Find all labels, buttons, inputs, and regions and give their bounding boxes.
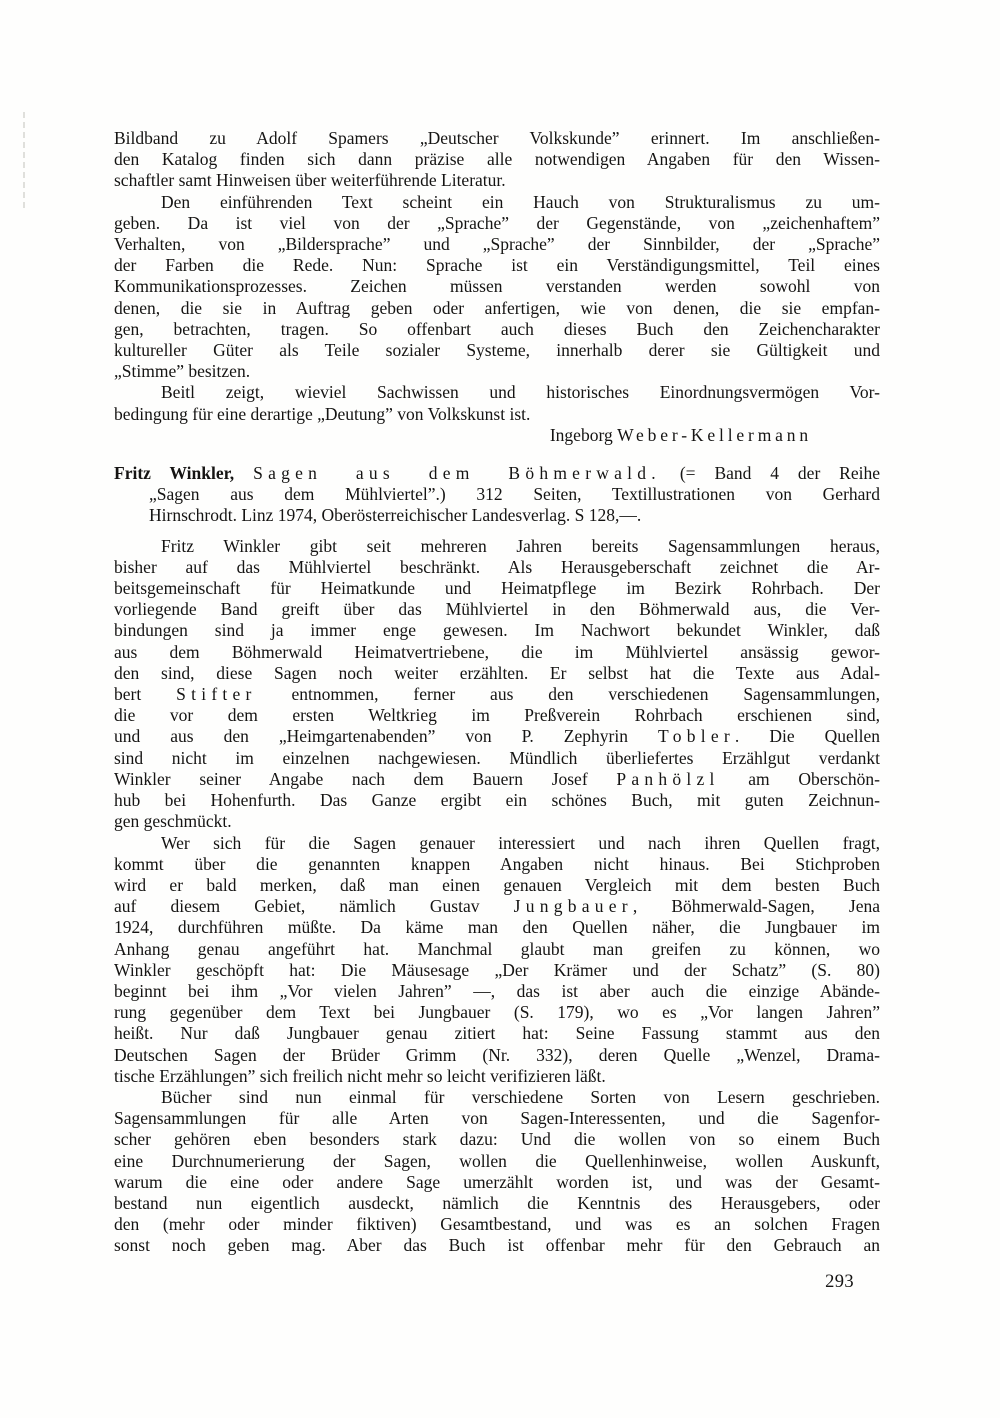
text-line xyxy=(114,1214,880,1235)
text-segment: aus dem Böhmerwald Heimatvertriebene, die im Mühlviertel ansässig gewor- xyxy=(114,641,880,662)
text-segment: sonst noch geben mag. Aber das Buch ist offenbar mehr für den Gebrauch an xyxy=(114,1235,880,1256)
text-line xyxy=(114,1193,880,1214)
letterspaced-name: Stifter xyxy=(176,684,257,705)
text-segment: Fritz Winkler gibt seit mehreren Jahren bereits Sagensammlungen heraus, xyxy=(161,535,880,556)
author-name-bold: Fritz Winkler, xyxy=(114,463,235,484)
text-block xyxy=(114,128,880,1257)
text-segment: Bücher sind nun einmal für verschiedene Sorten von Lesern geschrieben. xyxy=(161,1086,880,1107)
text-segment: bestand nun eigentlich ausdeckt, nämlich die Kenntnis des Herausgebers, oder xyxy=(114,1192,880,1213)
text-line xyxy=(114,1002,880,1023)
text-line xyxy=(114,276,880,297)
text-line xyxy=(114,599,880,620)
text-line xyxy=(114,981,880,1002)
text-segment: (= Band 4 der Reihe xyxy=(660,463,881,484)
text-line xyxy=(114,1172,880,1193)
text-segment: den Katalog finden sich dann präzise alle notwendigen Angaben für den Wissen- xyxy=(114,149,880,170)
text-segment: Sagensammlungen für alle Arten von Sagen-Interessenten, und die Sagenfor- xyxy=(114,1108,880,1129)
text-segment: eine Durchnumerierung der Sagen, wollen die Quellenhinweise, wollen Auskunft, xyxy=(114,1150,880,1171)
text-segment: den sind, diese Sagen noch weiter erzählten. Er selbst hat die Texte aus Adal- xyxy=(114,662,880,683)
text-segment: kommt über die genannten knappen Angaben nicht hinaus. Bei Stichproben xyxy=(114,853,880,874)
text-segment: gen, betrachten, tragen. So offenbart auch dieses Buch den Zeichencharakter xyxy=(114,318,880,339)
text-line xyxy=(114,1066,880,1087)
para-winkler-intro xyxy=(114,536,880,833)
para-buecher-sorten xyxy=(114,1087,880,1257)
text-line xyxy=(114,1045,880,1066)
text-line xyxy=(114,298,880,319)
text-line xyxy=(114,790,880,811)
text-segment: kultureller Güter als Teile sozialer Systeme, innerhalb derer sie Gültigkeit und xyxy=(114,340,880,361)
text-line xyxy=(114,128,880,149)
text-line xyxy=(114,1108,880,1129)
text-line xyxy=(114,748,880,769)
text-line xyxy=(114,960,880,981)
text-segment: bisher auf das Mühlviertel beschränkt. Als Herausgeberschaft zeichnet die Ar- xyxy=(114,556,880,577)
text-segment: denen, die sie in Auftrag geben oder anfertigen, wie von denen, die sie empfan- xyxy=(114,297,880,318)
letterspaced-name: Tobler xyxy=(657,726,735,747)
text-segment: Beitl zeigt, wieviel Sachwissen und historisches Einordnungsvermögen Vor- xyxy=(161,382,880,403)
para-beitl xyxy=(114,382,880,424)
text-segment: auf diesem Gebiet, nämlich Gustav xyxy=(114,896,514,917)
text-line xyxy=(114,213,880,234)
text-segment: Bildband zu Adolf Spamers „Deutscher Volkskunde” erinnert. Im anschließen- xyxy=(114,128,880,148)
text-segment: am Oberschön- xyxy=(719,768,880,789)
text-segment: , Böhmerwald-Sagen, Jena xyxy=(632,896,880,917)
text-segment: Kommunikationsprozesses. Zeichen müssen verstanden werden sowohl von xyxy=(114,276,880,297)
text-segment: sind nicht im einzelnen nachgewiesen. Mündlich überliefertes Erzählgut verdankt xyxy=(114,747,880,768)
text-segment: beginnt bei ihm „Vor vielen Jahren” —, das ist aber auch die einzige Abände- xyxy=(114,980,880,1001)
text-segment: entnommen, ferner aus den verschiedenen Sagensammlungen, xyxy=(256,684,880,705)
text-segment: Deutschen Sagen der Brüder Grimm (Nr. 332), deren Quelle „Wenzel, Drama- xyxy=(114,1044,880,1065)
text-segment xyxy=(234,463,253,483)
text-line xyxy=(114,854,880,875)
text-line xyxy=(149,505,880,526)
text-segment: Anhang genau angeführt hat. Manchmal glaubt man greifen zu können, wo xyxy=(114,938,880,959)
scan-artifact-dashes xyxy=(23,112,25,208)
text-segment: bindungen sind ja immer enge gewesen. Im Nachwort bekundet Winkler, daß xyxy=(114,620,880,641)
text-segment: den (mehr oder minder fiktiven) Gesamtbestand, und was es an solchen Fragen xyxy=(114,1214,880,1235)
text-line xyxy=(114,939,880,960)
text-line xyxy=(114,663,880,684)
text-segment: Verhalten, von „Bildersprache” und „Sprache” der Sinnbilder, der „Sprache” xyxy=(114,234,880,255)
text-line xyxy=(114,149,880,170)
text-segment: vorliegende Band greift über das Mühlviertel in den Böhmerwald aus, die Ver- xyxy=(114,599,880,620)
text-segment: bert xyxy=(114,684,177,705)
text-line xyxy=(114,1129,880,1150)
text-segment: „Stimme” besitzen. xyxy=(114,361,251,382)
text-segment: hub bei Hohenfurth. Das Ganze ergibt ein schönes Buch, mit guten Zeichnun- xyxy=(114,790,880,811)
text-segment: 1924, durchführen müßte. Da käme man den Quellen näher, die Jungbauer im xyxy=(114,917,880,938)
letterspaced-name: Sagen aus dem Böhmerwald. xyxy=(253,463,661,484)
text-line xyxy=(114,425,880,446)
text-line xyxy=(114,255,880,276)
text-line xyxy=(114,404,880,425)
text-line xyxy=(114,192,880,213)
text-line xyxy=(114,557,880,578)
text-line xyxy=(114,536,880,557)
text-segment: gen geschmückt. xyxy=(114,811,232,832)
text-segment: und aus den „Heimgartenabenden” von P. Zephyrin xyxy=(114,726,658,747)
text-line xyxy=(114,361,880,382)
para-einfuehrender-text xyxy=(114,192,880,383)
text-line xyxy=(114,917,880,938)
text-line xyxy=(114,705,880,726)
text-segment: tische Erzählungen” sich freilich nicht mehr so leicht verifizieren läßt. xyxy=(114,1065,606,1086)
text-segment: „Sagen aus dem Mühlviertel”.) 312 Seiten, Textillustrationen von Gerhard xyxy=(149,484,880,505)
text-segment: beitsgemeinschaft für Heimatkunde und Heimatpflege im Bezirk Rohrbach. Der xyxy=(114,578,880,599)
text-segment: rung gegenüber dem Text bei Jungbauer (S. 179), wo es „Vor langen Jahren” xyxy=(114,1002,880,1023)
text-line xyxy=(114,1235,880,1256)
text-line xyxy=(114,811,880,832)
letterspaced-name: Jungbauer xyxy=(513,896,633,917)
text-line xyxy=(114,578,880,599)
review-heading-winkler xyxy=(114,463,880,527)
para-quellen-vergleich xyxy=(114,833,880,1087)
text-segment: Winkler seiner Angabe nach dem Bauern Josef xyxy=(114,768,617,789)
letterspaced-name: Panhölzl xyxy=(616,768,720,789)
text-segment: die vor dem ersten Weltkrieg im Preßverein Rohrbach erschienen sind, xyxy=(114,705,880,726)
text-segment: . Die Quellen xyxy=(734,726,880,747)
text-line xyxy=(114,1087,880,1108)
text-line xyxy=(114,896,880,917)
text-line xyxy=(114,769,880,790)
text-segment: Wer sich für die Sagen genauer interessiert und nach ihren Quellen fragt, xyxy=(161,832,880,853)
text-segment: schaftler samt Hinweisen über weiterführende Literatur. xyxy=(114,170,506,191)
text-line xyxy=(114,170,880,191)
text-line xyxy=(114,833,880,854)
text-line xyxy=(114,684,880,705)
letterspaced-name: Weber-Kellermann xyxy=(617,424,812,445)
text-segment: der Farben die Rede. Nun: Sprache ist ein Verständigungsmittel, Teil eines xyxy=(114,255,880,276)
text-segment: wird er bald merken, daß man einen genauen Vergleich mit dem besten Buch xyxy=(114,874,880,895)
text-line xyxy=(114,340,880,361)
text-line xyxy=(114,319,880,340)
text-line xyxy=(114,726,880,747)
text-line xyxy=(114,620,880,641)
text-line xyxy=(149,484,880,505)
text-segment: bedingung für eine derartige „Deutung” von Volkskunst ist. xyxy=(114,403,531,424)
text-segment: Hirnschrodt. Linz 1974, Oberösterreichischer Landesverlag. S 128,—. xyxy=(149,505,642,526)
text-line xyxy=(114,642,880,663)
text-line xyxy=(114,875,880,896)
text-line xyxy=(114,463,880,484)
text-segment: geben. Da ist viel von der „Sprache” der Gegenstände, von „zeichenhaftem” xyxy=(114,212,880,233)
text-segment: heißt. Nur daß Jungbauer genau zitiert hat: Seine Fassung stammt aus den xyxy=(114,1023,880,1044)
page-number: 293 xyxy=(825,1272,854,1292)
signature-weber-kellermann xyxy=(114,425,880,446)
text-line xyxy=(114,1151,880,1172)
text-line xyxy=(114,1023,880,1044)
text-segment: Den einführenden Text scheint ein Hauch von Strukturalismus zu um- xyxy=(161,191,880,212)
text-line xyxy=(114,382,880,403)
text-line xyxy=(114,234,880,255)
para-bildband-continued xyxy=(114,128,880,192)
text-segment: warum die eine oder andere Sage umerzählt worden ist, und was der Gesamt- xyxy=(114,1171,880,1192)
text-segment: Winkler geschöpft hat: Die Mäusesage „Der Krämer und der Schatz” (S. 80) xyxy=(114,959,880,980)
text-segment: scher gehören eben besonders stark dazu: Und die wollen von so einem Buch xyxy=(114,1129,880,1150)
text-segment: Ingeborg xyxy=(549,424,618,445)
